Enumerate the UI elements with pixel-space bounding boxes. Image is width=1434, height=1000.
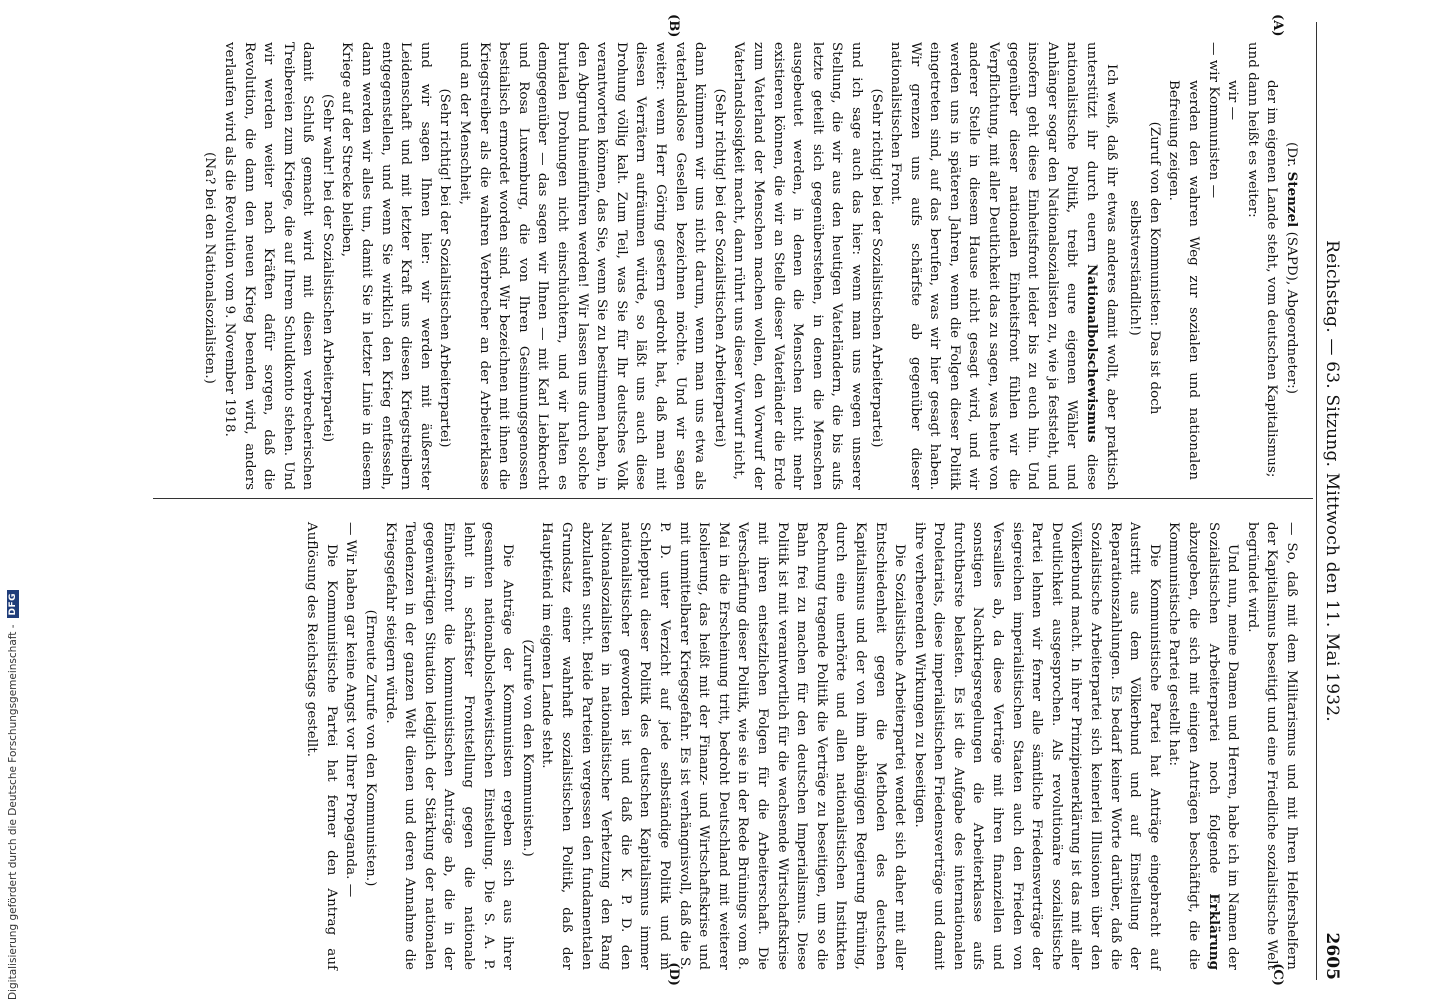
margin-marker-d: (D) <box>666 962 681 986</box>
page-header <box>1313 22 1343 980</box>
margin-marker-c: (C) <box>1270 963 1285 986</box>
paragraph: Die Kommunistische Partei hat ferner den Antrag auf Auflösung des Reichstags gestellt. <box>304 522 339 970</box>
interjection: (Zurufe von den Kommunisten.) <box>519 639 535 857</box>
paragraph: der im eigenen Lande steht, vom deutschen Kapitalismus; <box>1264 80 1280 478</box>
paragraph: — Wir haben gar keine Angst vor Ihrer Propaganda. — <box>343 522 359 898</box>
paragraph: Die Anträge der Kommunisten ergeben sich aus ihrer gesamten nationalbolschewistischen Einstellung. Die S. A. P. lehnt in schärfster Frontstellung gegen die nationale Einheitsfront die kommunistischen Anträge ab, die in der gegenwärtigen Situation lediglich der Stärkung der nationalen Tendenzen in der ganzen Welt dienen und deren Annahme die Kriegsgefahr steigern würde. <box>382 522 516 970</box>
paragraph: Ich weiß, daß ihr etwas anderes damit wollt, aber praktisch unterstützt ihr durch euern Nationalbolschewismus diese nationalistische Politik, treibt eure eigenen Wähler und Anhänger sogar den Nationalsozialisten zu, wie ja feststeht, und insofern geht diese Einheitsfront leider bis zu euch hin. Und gegenüber dieser nationalen Einheitsfront fühlen wir die Verpflichtung, mit aller Deutlichkeit das zu sagen, was heute von anderer Stelle in diesem Hause nicht gesagt wird, und wir werden uns in späteren Jahren, wenn die Folgen dieser Politik eingetreten sind, auf das berufen, was wir hier gesagt haben. Wir grenzen uns aufs schärfste ab gegenüber dieser nationalistischen Front. <box>888 42 1119 490</box>
page-number: 2605 <box>1322 932 1342 980</box>
column-divider <box>153 498 1313 499</box>
margin-marker-a: (A) <box>1270 14 1285 37</box>
header-title: Reichstag. — 63. Sitzung. Mittwoch den 11. Mai 1932. <box>1322 240 1342 722</box>
interjection: (Erneute Zurufe von den Kommunisten.) <box>363 609 379 887</box>
dfg-logo: DFG <box>7 590 19 619</box>
interjection: (Na? bei den Nationalsozialisten.) <box>202 152 218 384</box>
margin-marker-b: (B) <box>666 14 681 38</box>
interjection: (Sehr richtig! bei der Sozialistischen Arbeiterpartei) <box>868 88 884 448</box>
interjection: (Zuruf von den Kommunisten: Das ist doch selbstverständlich!) <box>1127 121 1162 415</box>
emphasis: Nationalbolschewismus <box>1084 263 1101 443</box>
speaker-line: (Dr. Stenzel (SAPD), Abgeordneter:) <box>1284 141 1300 395</box>
left-column <box>200 42 1301 490</box>
interjection: (Sehr wahr! bei der Sozialistischen Arbeiterpartei) <box>319 93 335 443</box>
paragraph: wir — <box>1225 80 1241 121</box>
paragraph: und ich sage auch das hier: wenn man uns wegen unserer Stellung, die wir aus den heutigen Vaterländern, die bis aufs letzte geteilt sich gegenüberstehen, in denen die Menschen ausgebeutet werden, in denen die Menschen nicht mehr existieren können, die wir an Stelle dieser Vaterländer die Erde zum Vaterland der Menschen machen wollen, den Vorwurf der Vaterlandslosigkeit macht, dann rührt uns dieser Vorwurf nicht, <box>731 42 864 490</box>
interjection: (Sehr richtig! bei der Sozialistischen Arbeiterpartei) <box>437 88 453 448</box>
digitization-note <box>2 0 24 1000</box>
header-rule <box>1316 22 1317 980</box>
digitization-text: Digitalisierung gefördert durch die Deutsche Forschungsgemeinschaft - <box>7 624 19 1000</box>
paragraph: dann kümmern wir uns nicht darum, wenn man uns etwa als vaterlandslose Gesellen bezeichnen möchte. Und wir sagen weiter: wenn Herr Göring gestern gedroht hat, daß man mit diesen Verrätern aufräumen würde, so läßt uns auch diese Drohung völlig kalt. Zum Teil, was Sie für Ihr deutsches Volk verantworten können, das Sie, wenn Sie zu bestimmen haben, in den Abgrund hineinführen werden! Wir lassen uns durch solche brutalen Drohungen nicht einschüchtern, und wir halten es demgegenüber — das sagen wir Ihnen — mit Karl Liebknecht und Rosa Luxemburg, die von Ihren Gesinnungsgenossen bestialisch ermordet worden sind. Wir bezeichnen mit ihnen die Kriegstreiber als die wahren Verbrecher an der Arbeiterklasse und an der Menschheit, <box>457 42 708 490</box>
paragraph: Und nun, meine Damen und Herren, habe ich im Namen der Sozialistischen Arbeiterpartei noch folgende Erklärung abzugeben, die sich mit einigen Anträgen beschäftigt, die die Kommunistische Partei gestellt hat: <box>1166 522 1241 970</box>
interjection: (Sehr richtig! bei der Sozialistischen Arbeiterpartei) <box>711 88 727 448</box>
paragraph: damit Schluß gemacht wird mit diesen verbrecherischen Treibereien zum Kriege, die auf Ihrem Schuldkonto stehen. Und wir werden weiter nach Kräften dafür sorgen, daß die Revolution, die dann den neuen Krieg beenden wird, anders verlaufen wird als die Revolution vom 9. November 1918. <box>221 42 316 490</box>
paragraph: Die Sozialistische Arbeiterpartei wendet sich daher mit aller Entschiedenheit gegen die Methoden des deutschen Kapitalismus und der von ihm abhängigen Regierung Brüning, durch eine unerhörte und allen nationalistischen Instinkten Rechnung tragende Politik die Verträge zu beseitigen, um so die Bahn frei zu machen für den deutschen Imperialismus. Diese Politik ist mit verantwortlich für die wachsende Wirtschaftskrise mit ihren entsetzlichen Folgen für die Arbeiterschaft. Die Verschärfung dieser Politik, wie sie in der Rede Brünings vom 8. Mai in die Erscheinung tritt, bedroht Deutschland mit weiterer Isolierung, das heißt mit der Finanz- und Wirtschaftskrise und mit unmittelbarer Kriegsgefahr. Es ist verhängnisvoll, daß die S. P. D. unter Verzicht auf jede selbständige Politik und im Schlepptau dieser Politik des deutschen Kapitalismus immer nationalistischer geworden ist und daß die K. P. D. den Nationalsozialisten in nationalistischer Verhetzung den Rang abzulaufen sucht. Beide Parteien vergessen den fundamentalen Grundsatz einer wahrhaft sozialistischen Politik, daß der Hauptfeind im eigenen Lande steht. <box>539 522 908 970</box>
paragraph: Die Kommunistische Partei hat Anträge eingebracht auf Austritt aus dem Völkerbund und auf Einstellung der Reparationszahlungen. Es bedarf keiner Worte darüber, daß die Sozialistische Arbeiterpartei sich keinerlei Illusionen über den Völkerbund macht. In ihrer Prinzipienerklärung ist das mit aller Deutlichkeit ausgesprochen. Als revolutionäre sozialistische Partei lehnen wir ferner alle sämtliche Friedensverträge der siegreichen imperialistischen Staaten auch den Frieden von Versailles ab, da diese Verträge mit ihren finanziellen und sonstigen Nachkriegsregelungen die Arbeiterklasse aufs furchtbarste belasten. Es ist die Aufgabe des internationalen Proletariats, diese imperialistischen Friedensverträge und damit ihre verheerenden Wirkungen zu beseitigen. <box>911 522 1162 970</box>
speaker-name: Stenzel <box>1284 171 1300 228</box>
paragraph: und wir sagen Ihnen hier: wir werden mit äußerster Leidenschaft und mit letzter Kraft uns diesen Kriegstreibern entgegenstellen, und wenn Sie wirklich den Krieg entfesseln, dann werden wir alles tun, damit Sie in letzter Linie in diesem Kriege auf der Strecke bleiben, <box>339 42 433 490</box>
paragraph: und dann heißt es weiter: <box>1244 42 1260 218</box>
emphasis: Erklärung <box>1205 893 1222 970</box>
paragraph: werden den wahren Weg zur sozialen und nationalen Befreiung zeigen. <box>1166 80 1202 480</box>
right-column <box>302 522 1301 970</box>
paragraph: — wir Kommunisten — <box>1205 42 1221 199</box>
paragraph: — So, daß mit dem Militarismus und mit Ihren Helfershelfern der Kapitalismus beseitigt und eine Friedliche sozialistische Welt begründet wird. <box>1244 522 1299 970</box>
